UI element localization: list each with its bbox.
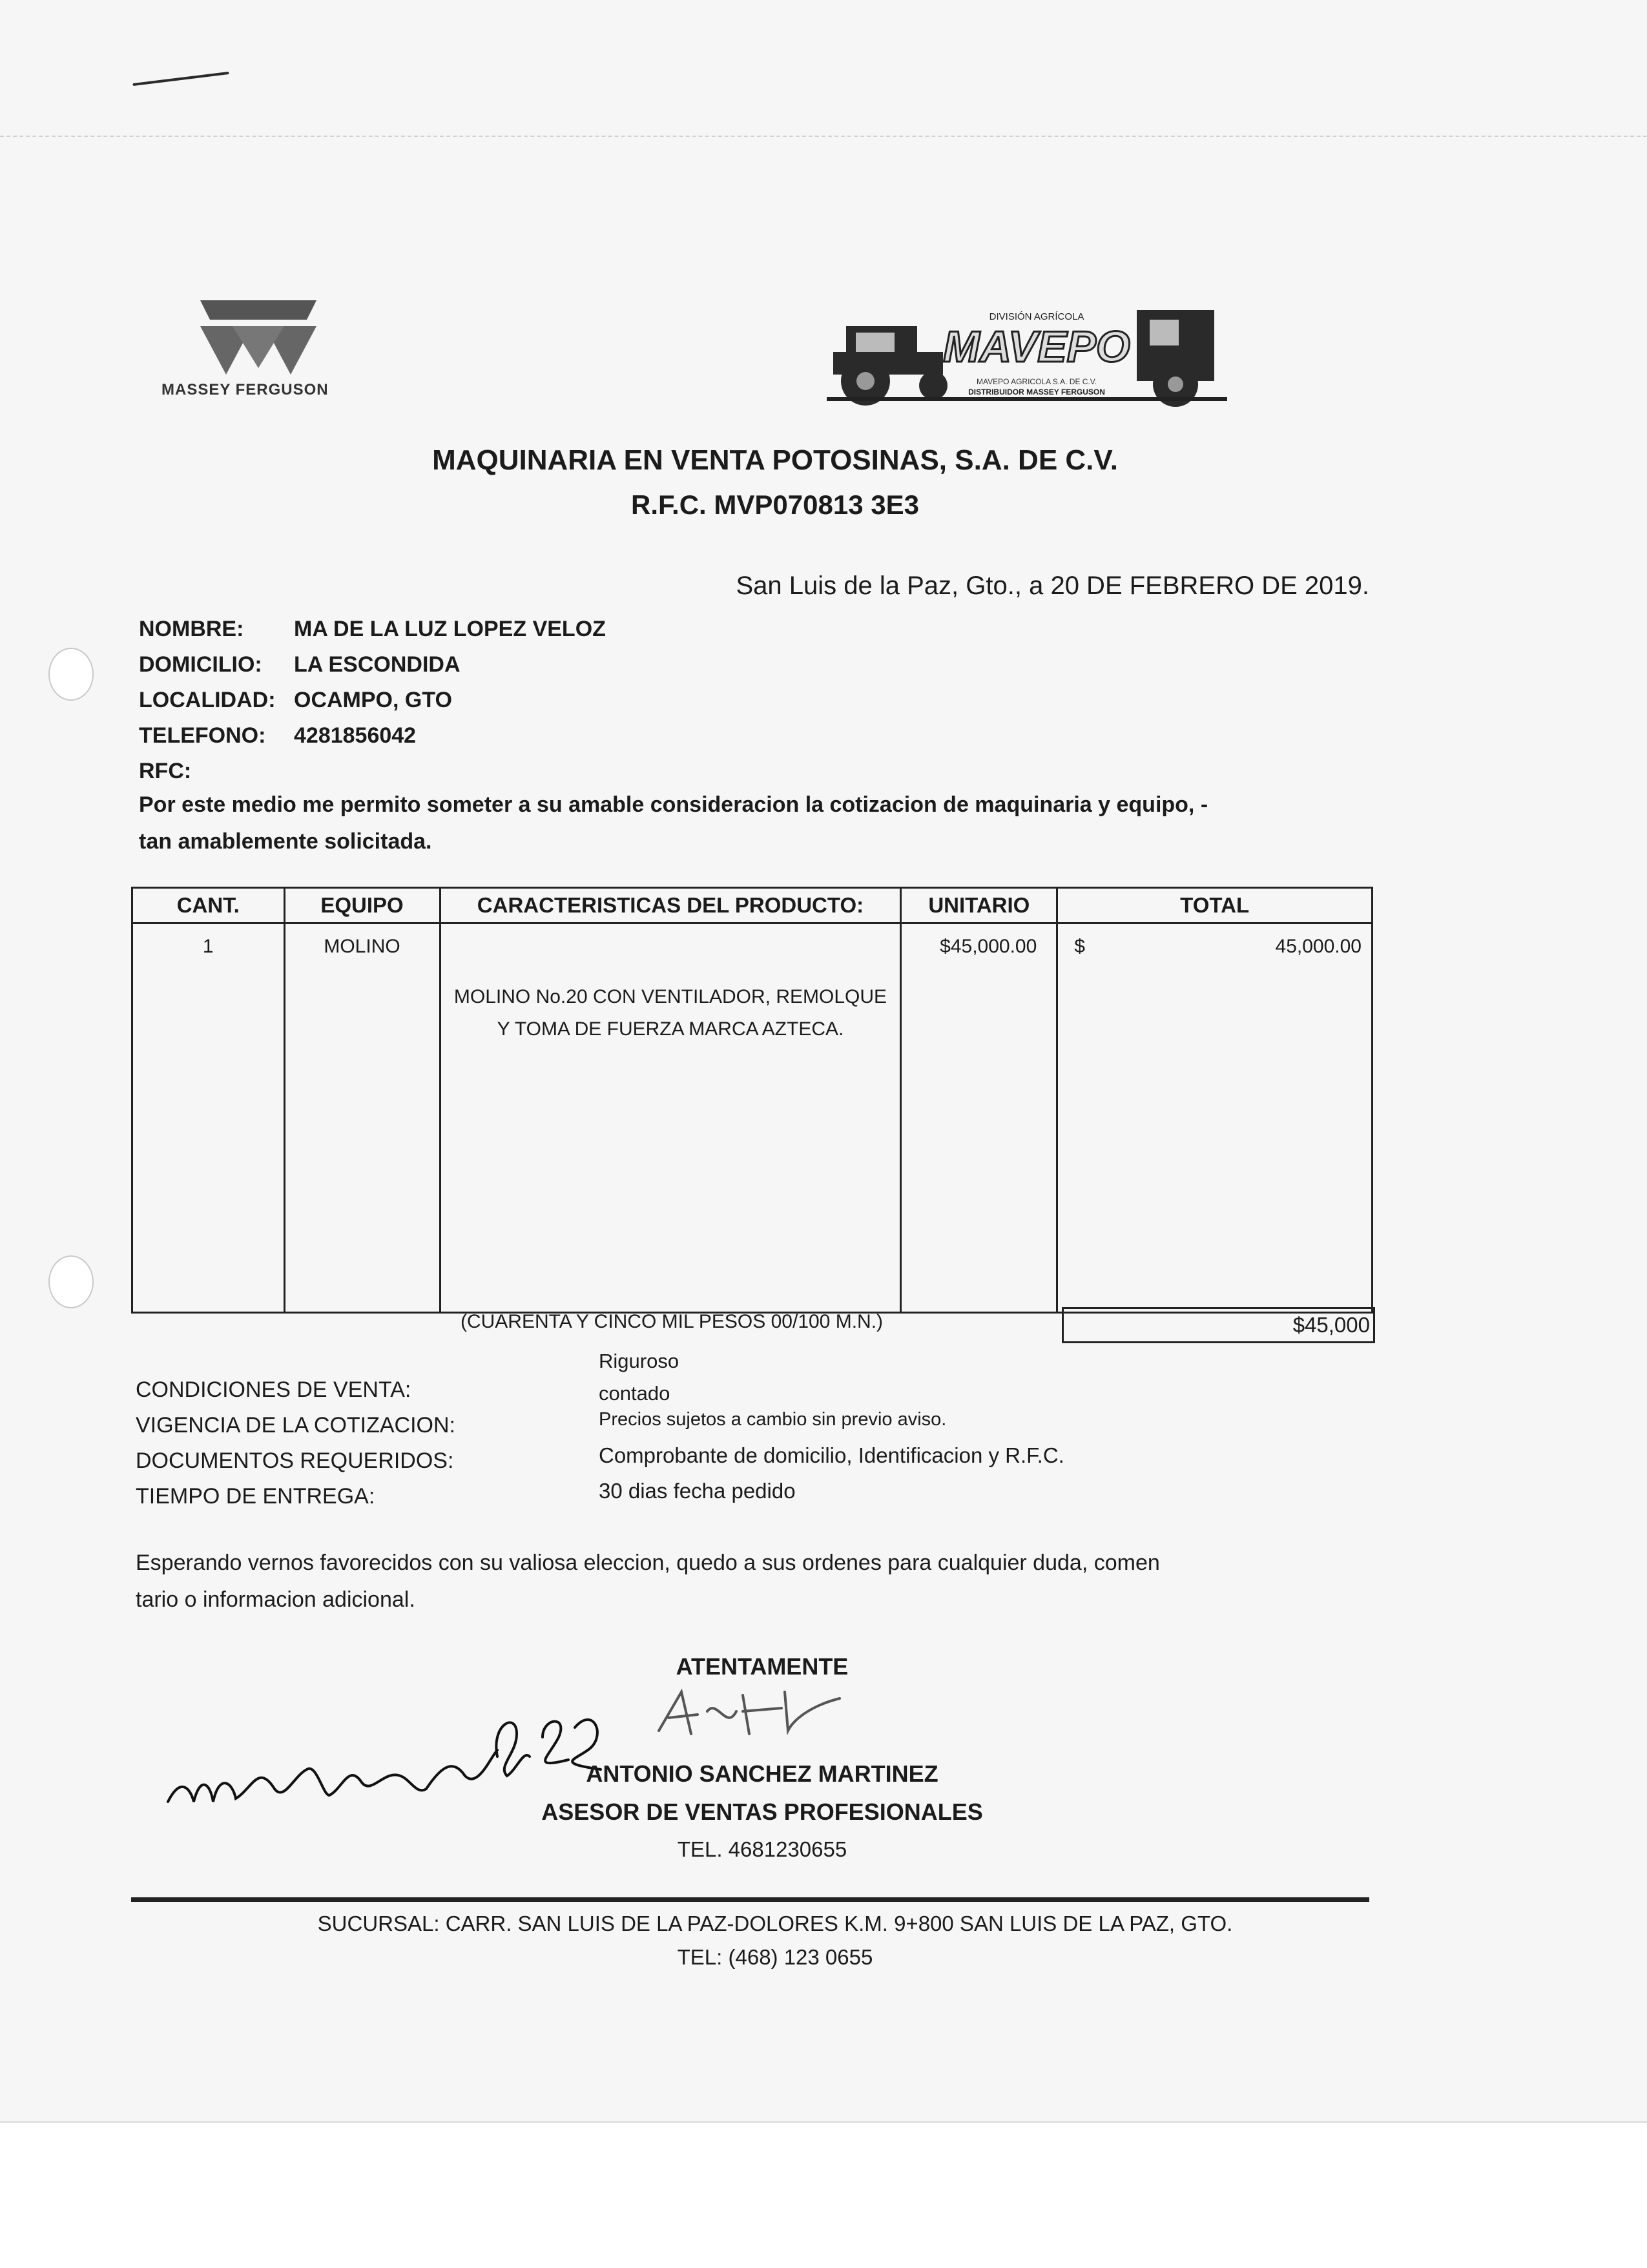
vigencia-label: VIGENCIA DE LA COTIZACION:: [136, 1413, 455, 1438]
advisor-phone: TEL. 4681230655: [677, 1837, 847, 1861]
client-label: TELEFONO:: [139, 723, 266, 748]
scanner-background: [0, 2121, 1647, 2268]
intro-paragraph: [139, 787, 1314, 860]
entrega-label: TIEMPO DE ENTREGA:: [136, 1484, 375, 1509]
documentos-value: Comprobante de domicilio, Identificacion y R.F.C.: [599, 1443, 1064, 1467]
client-value: OCAMPO, GTO: [294, 688, 452, 712]
salutation: ATENTAMENTE: [676, 1653, 849, 1680]
mavepo-logo: [827, 300, 1227, 413]
header-equipo: EQUIPO: [284, 888, 440, 923]
cell-cant: [132, 923, 285, 1313]
unit-price-value: $45,000.00: [940, 936, 1037, 957]
mavepo-small-line2: DISTRIBUIDOR MASSEY FERGUSON: [968, 387, 1105, 397]
mavepo-small-line1: MAVEPO AGRICOLA S.A. DE C.V.: [976, 377, 1097, 386]
page-edge-line: [0, 136, 1647, 137]
client-label: NOMBRE:: [139, 617, 244, 641]
description-line: MOLINO No.20 CON VENTILADOR, REMOLQUE: [453, 986, 887, 1007]
document-date: San Luis de la Paz, Gto., a 20 DE FEBRERO DE 2019.: [736, 572, 1369, 600]
entrega-value: 30 dias fecha pedido: [599, 1479, 796, 1503]
client-value: MA DE LA LUZ LOPEZ VELOZ: [294, 617, 606, 641]
cell-total: [1057, 923, 1372, 1313]
client-value: LA ESCONDIDA: [294, 652, 461, 677]
client-row-rfc: [139, 754, 606, 789]
advisor-name: ANTONIO SANCHEZ MARTINEZ: [586, 1760, 938, 1787]
tractor-icon: [833, 326, 948, 406]
pen-stroke-mark: [132, 72, 229, 86]
total-amount: 45,000.00: [1275, 936, 1362, 957]
condiciones-value-line1: Riguroso: [599, 1350, 679, 1372]
cell-equipo: [284, 923, 440, 1313]
client-value: 4281856042: [294, 723, 417, 748]
amount-in-words: (CUARENTA Y CINCO MIL PESOS 00/100 M.N.): [460, 1311, 884, 1332]
closing-line: tario o informacion adicional.: [136, 1587, 415, 1612]
vigencia-value: Precios sujetos a cambio sin previo aviso.: [599, 1409, 947, 1430]
condiciones-value-line2: contado: [599, 1382, 670, 1405]
punch-hole-icon: [48, 1255, 94, 1308]
company-rfc: R.F.C. MVP070813 3E3: [631, 490, 919, 520]
company-name: MAQUINARIA EN VENTA POTOSINAS, S.A. DE C.V.: [432, 444, 1118, 476]
cell-caracteristicas: [440, 923, 901, 1313]
quotation-table: [131, 887, 1373, 1314]
client-row-telefono: [139, 718, 606, 754]
header-cant: CANT.: [132, 888, 285, 923]
header-unitario: UNITARIO: [901, 888, 1057, 923]
advisor-title: ASESOR DE VENTAS PROFESIONALES: [541, 1799, 983, 1825]
header-caracteristicas: CARACTERISTICAS DEL PRODUCTO:: [440, 888, 901, 923]
documentos-label: DOCUMENTOS REQUERIDOS:: [136, 1448, 454, 1473]
massey-ferguson-wordmark: MASSEY FERGUSON: [161, 381, 329, 398]
grand-total: $45,000: [1062, 1307, 1375, 1343]
punch-hole-icon: [48, 648, 94, 701]
client-info: [139, 612, 606, 789]
closing-paragraph: [136, 1545, 1311, 1618]
client-row-domicilio: [139, 647, 606, 683]
product-description: [441, 981, 900, 1046]
closing-line: Esperando vernos favorecidos con su valiosa eleccion, quedo a sus ordenes para cualquier duda, comen: [136, 1551, 1160, 1575]
client-label: RFC:: [139, 759, 192, 783]
client-label: LOCALIDAD:: [139, 688, 276, 712]
footer-phone: TEL: (468) 123 0655: [677, 1945, 873, 1969]
table-header-row: [132, 888, 1372, 923]
client-row-localidad: [139, 683, 606, 718]
footer-address: SUCURSAL: CARR. SAN LUIS DE LA PAZ-DOLORES K.M. 9+800 SAN LUIS DE LA PAZ, GTO.: [317, 1912, 1233, 1935]
cant-value: 1: [202, 936, 214, 957]
mavepo-division-text: DIVISIÓN AGRÍCOLA: [989, 311, 1084, 322]
total-currency: $: [1074, 936, 1085, 957]
combine-harvester-icon: [1137, 310, 1214, 407]
intro-line: Por este medio me permito someter a su amable consideracion la cotizacion de maquinaria y equipo, -: [139, 792, 1208, 817]
mavepo-brand-text: MAVEPO: [943, 322, 1130, 371]
equipo-value: MOLINO: [324, 936, 400, 957]
footer-divider: [131, 1897, 1369, 1902]
client-label: DOMICILIO:: [139, 652, 262, 677]
condiciones-label: CONDICIONES DE VENTA:: [136, 1377, 411, 1402]
intro-line: tan amablemente solicitada.: [139, 829, 432, 854]
cell-unitario: [901, 923, 1057, 1313]
client-row-nombre: [139, 612, 606, 647]
description-line: Y TOMA DE FUERZA MARCA AZTECA.: [497, 1018, 844, 1040]
table-row: [132, 923, 1372, 1313]
header-total: TOTAL: [1057, 888, 1372, 923]
